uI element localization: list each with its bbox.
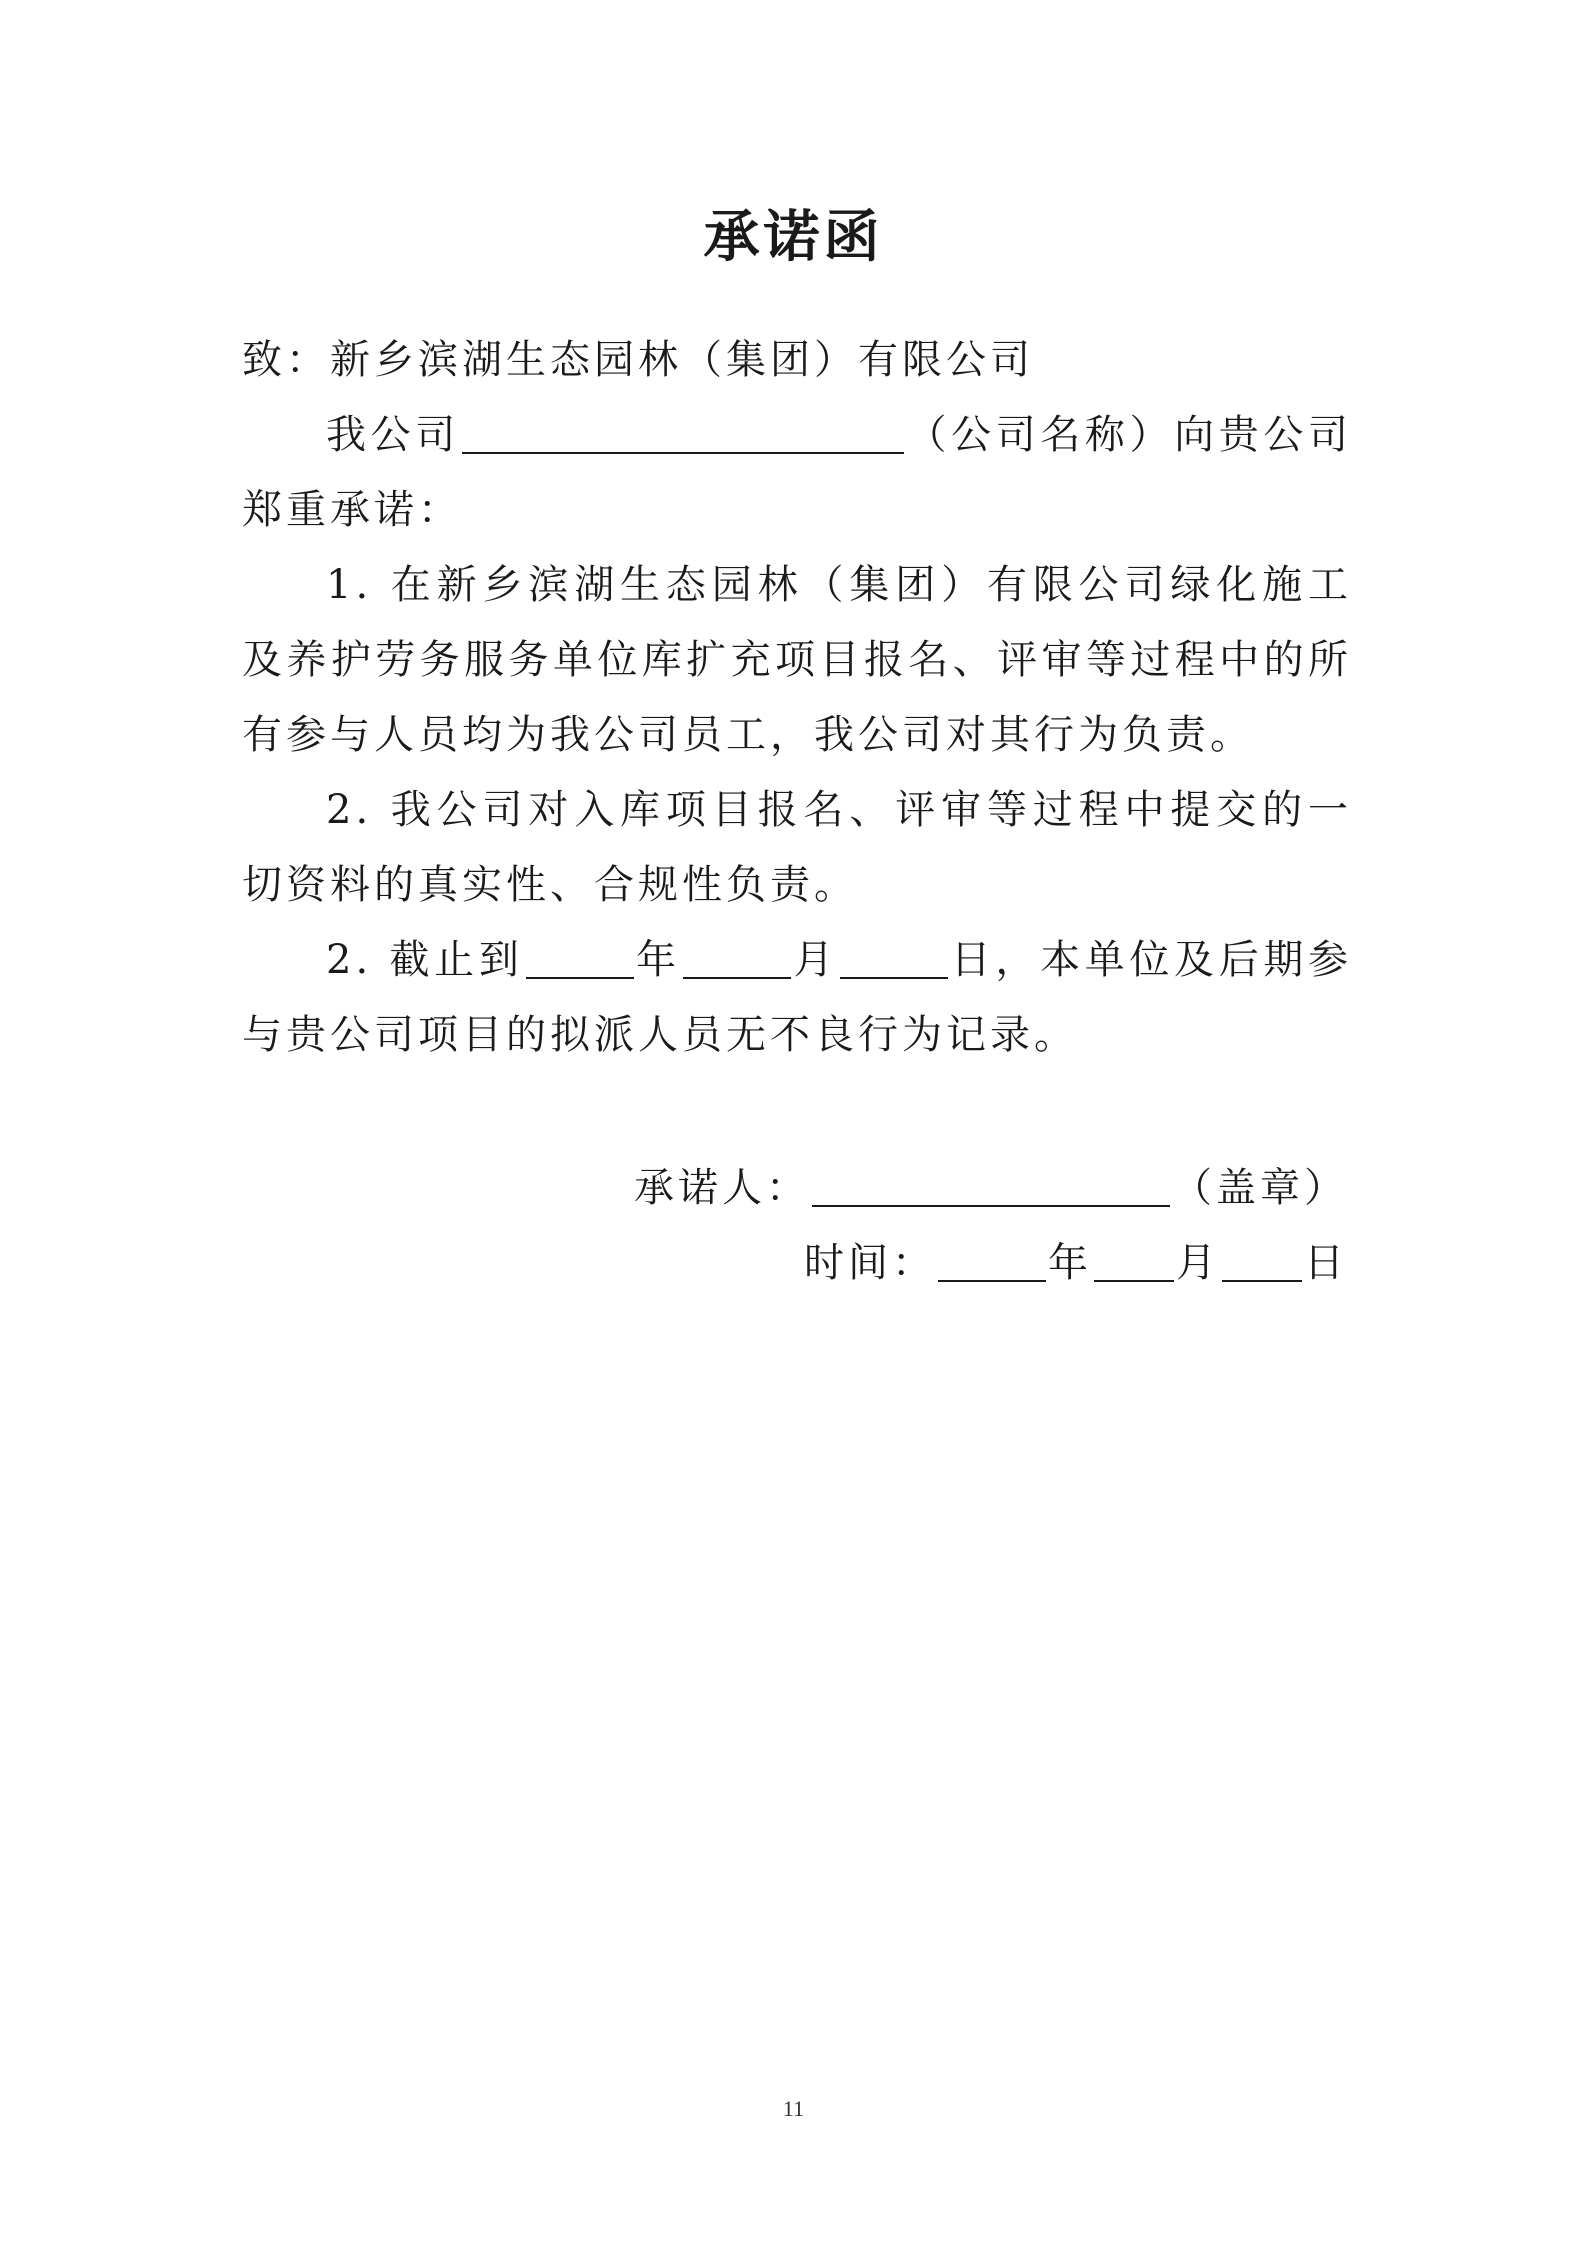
clause-3 <box>242 923 1352 1073</box>
date-label: 时间： <box>804 1240 936 1286</box>
deadline-month-blank[interactable] <box>683 933 791 979</box>
clause-3-lead: 2. 截止到 <box>326 937 524 983</box>
deadline-month-label: 月 <box>792 937 839 983</box>
date-year-label: 年 <box>1048 1240 1092 1286</box>
intro-paragraph <box>242 398 1352 548</box>
date-line <box>0 1226 1348 1301</box>
letter-body <box>242 323 1352 1073</box>
date-year-blank[interactable] <box>938 1236 1046 1282</box>
signer-line <box>0 1151 1348 1226</box>
company-name-blank[interactable] <box>462 408 904 454</box>
deadline-day-blank[interactable] <box>840 933 948 979</box>
deadline-year-blank[interactable] <box>526 933 634 979</box>
signer-blank[interactable] <box>812 1161 1170 1207</box>
signature-block <box>0 1151 1348 1301</box>
date-day-blank[interactable] <box>1222 1236 1302 1282</box>
intro-tail: （公司名称）向贵公司郑重承诺： <box>242 412 1353 533</box>
date-day-label: 日 <box>1304 1240 1348 1286</box>
date-month-blank[interactable] <box>1094 1236 1174 1282</box>
date-month-label: 月 <box>1176 1240 1220 1286</box>
page-number: 11 <box>782 2096 805 2121</box>
signer-label: 承诺人： <box>634 1165 810 1211</box>
seal-note: （盖章） <box>1172 1165 1348 1211</box>
deadline-year-label: 年 <box>635 937 681 983</box>
salutation: 致：新乡滨湖生态园林（集团）有限公司 <box>242 337 1034 383</box>
document-title: 承诺函 <box>703 205 884 270</box>
clause-1: 1. 在新乡滨湖生态园林（集团）有限公司绿化施工及养护劳务服务单位库扩充项目报名、评审等过程中的所有参与人员均为我公司员工，我公司对其行为负责。 <box>242 562 1352 758</box>
clause-3-tail: 日，本单位及后期参与贵公司项目的拟派人员无不良行为记录。 <box>242 937 1353 1058</box>
clause-2: 2. 我公司对入库项目报名、评审等过程中提交的一切资料的真实性、合规性负责。 <box>242 787 1352 908</box>
intro-lead: 我公司 <box>326 412 460 458</box>
